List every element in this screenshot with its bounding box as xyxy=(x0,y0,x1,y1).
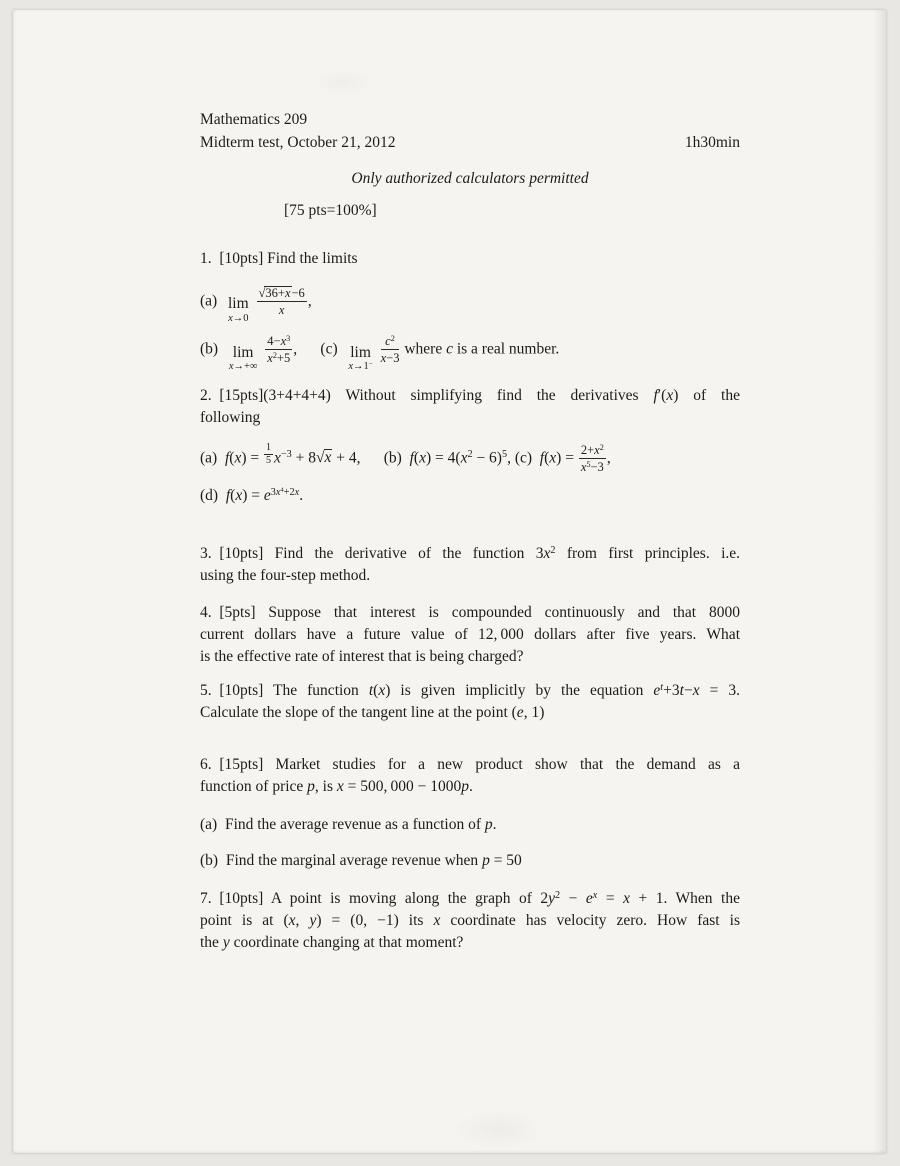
fraction-numerator xyxy=(579,443,606,459)
fraction-denominator xyxy=(257,302,307,317)
math-variable: x xyxy=(543,544,551,562)
text-run: coordinate changing at that moment? xyxy=(229,933,464,951)
text-run: = 50 xyxy=(489,851,522,869)
math-variable: f xyxy=(224,448,230,466)
text-run: coordinate has velocity zero. How fast is xyxy=(440,911,740,929)
text-run: (b) xyxy=(200,340,226,358)
question-6-line-2 xyxy=(200,776,740,798)
text-run: ( xyxy=(373,681,379,699)
question-1-parts-b-c xyxy=(200,334,740,372)
question-5-line-1 xyxy=(200,680,740,702)
text-run: = xyxy=(597,889,624,907)
text-run: − 6) xyxy=(472,448,502,466)
math-variable: x xyxy=(348,361,354,373)
math-variable: x xyxy=(380,351,387,366)
question-2-parts-a-b-c xyxy=(200,443,740,474)
math-variable: x xyxy=(288,911,296,929)
text-run: (b) Find the marginal average revenue when xyxy=(200,851,483,869)
exam-duration: 1h30min xyxy=(684,134,740,151)
math-variable: x xyxy=(549,448,557,466)
text-run: from first principles. i.e. xyxy=(555,544,741,562)
text-run: 5 xyxy=(501,448,508,460)
fraction-numerator xyxy=(381,334,400,350)
text-run: →+∞ xyxy=(233,361,258,373)
text-run: using the four-step method. xyxy=(200,566,371,584)
math-fraction xyxy=(381,334,400,365)
math-variable: x xyxy=(275,486,281,498)
limit-operator xyxy=(228,296,249,324)
text-run: − xyxy=(683,681,693,699)
text-run: −3 xyxy=(386,351,400,366)
question-7-line-2 xyxy=(200,910,740,932)
math-variable: p xyxy=(461,777,469,795)
text-run: the xyxy=(200,933,223,951)
limit-operator xyxy=(229,345,258,373)
math-variable: x xyxy=(273,448,281,466)
math-variable: t xyxy=(679,681,684,699)
question-1-title xyxy=(200,248,740,270)
limit-operator xyxy=(348,345,372,373)
math-variable: y xyxy=(548,889,556,907)
text-run: 6. [15pts] Market studies for a new product show that the demand as a xyxy=(200,755,740,773)
math-variable: x xyxy=(336,777,344,795)
math-variable: e xyxy=(653,681,661,699)
text-run: + 4, (b) xyxy=(332,448,410,466)
text-run: 4 xyxy=(280,486,284,494)
math-variable: t xyxy=(368,681,374,699)
question-4-line-1 xyxy=(200,602,740,624)
math-superscript xyxy=(391,334,395,343)
math-superscript xyxy=(286,334,290,343)
math-variable: y xyxy=(309,911,317,929)
math-variable: c xyxy=(385,334,391,349)
text-run: ′( xyxy=(657,386,667,404)
question-3-line-2 xyxy=(200,565,740,587)
text-run: →0 xyxy=(232,312,249,324)
text-run: 2+ xyxy=(580,442,595,457)
limit-word: lim xyxy=(227,295,249,313)
text-run xyxy=(252,292,256,309)
math-variable: f xyxy=(225,486,231,504)
math-variable: p xyxy=(307,777,315,795)
calculator-notice: Only authorized calculators permitted xyxy=(351,170,589,187)
radical-sign: √ xyxy=(316,448,325,466)
math-variable: x xyxy=(235,486,243,504)
text-run: 2 xyxy=(390,334,395,344)
text-run: point is at ( xyxy=(200,911,289,929)
question-5-line-2 xyxy=(200,702,740,724)
sqrt-radical xyxy=(316,449,332,466)
text-run: following xyxy=(200,408,261,426)
text-run: ) = (0, −1) its xyxy=(316,911,434,929)
sqrt-radical xyxy=(259,286,292,300)
text-run: −3 xyxy=(590,459,604,474)
math-variable: x xyxy=(284,286,291,300)
math-fraction xyxy=(257,286,307,317)
math-superscript xyxy=(600,443,604,452)
text-run: 2 xyxy=(555,889,561,901)
math-variable: y xyxy=(222,933,230,951)
math-superscript xyxy=(369,361,373,368)
text-run: . xyxy=(492,815,497,833)
scan-smudge xyxy=(313,70,373,95)
text-run: + 1. When the xyxy=(629,889,740,907)
text-run: ( xyxy=(229,448,235,466)
text-run xyxy=(376,341,380,358)
fraction-denominator xyxy=(264,455,273,467)
math-variable: x xyxy=(234,448,242,466)
fraction-numerator xyxy=(264,443,273,456)
exam-content xyxy=(200,108,740,954)
text-run: where xyxy=(400,340,447,358)
fraction-numerator xyxy=(265,334,292,350)
text-run: 7. [10pts] A point is moving along the graph of 2 xyxy=(200,889,549,907)
math-variable: x xyxy=(324,448,332,466)
text-run: 3. [10pts] Find the derivative of the function 3 xyxy=(200,544,544,562)
text-run: ) is given implicitly by the equation xyxy=(385,681,654,699)
math-variable: e xyxy=(263,486,271,504)
text-run: , xyxy=(295,911,310,929)
question-4-line-3 xyxy=(200,646,740,668)
math-variable: x xyxy=(594,442,600,457)
text-run: −6 xyxy=(291,286,305,300)
math-variable: p xyxy=(484,815,493,833)
text-run: +2 xyxy=(283,486,295,498)
points-total: [75 pts=100%] xyxy=(284,202,377,219)
text-run: ( xyxy=(230,486,236,504)
text-run: , 1) xyxy=(523,703,545,721)
math-superscript xyxy=(281,449,292,460)
question-7-line-1 xyxy=(200,888,740,910)
text-run: = 500, 000 − 1000 xyxy=(343,777,462,795)
question-6-part-b xyxy=(200,850,740,872)
math-variable: x xyxy=(460,448,468,466)
text-run: 3 xyxy=(270,486,276,498)
text-run: 2 xyxy=(550,544,556,556)
question-1-part-a xyxy=(200,286,740,324)
math-variable: p xyxy=(482,851,490,869)
math-variable: x xyxy=(228,361,234,373)
math-variable: x xyxy=(592,889,598,901)
radicand xyxy=(264,286,291,300)
course-title: Mathematics 209 xyxy=(200,111,308,128)
text-run: ) = xyxy=(242,486,264,504)
question-7-line-3 xyxy=(200,932,740,954)
fraction-denominator xyxy=(265,350,292,365)
text-run: function of price xyxy=(200,777,308,795)
text-run: 2 xyxy=(272,351,277,361)
text-run: 2 xyxy=(599,442,604,452)
text-run: (d) xyxy=(200,486,226,504)
text-run: ( xyxy=(544,448,550,466)
math-variable: x xyxy=(378,681,386,699)
limit-word: lim xyxy=(232,343,254,361)
fraction-numerator xyxy=(257,286,307,302)
math-fraction xyxy=(264,443,273,467)
text-run: − xyxy=(560,889,586,907)
text-run: , (c) xyxy=(293,340,346,358)
text-run: is a real number. xyxy=(452,340,560,358)
text-run: 2. [15pts](3+4+4+4) Without simplifying find the derivatives xyxy=(200,386,654,404)
text-run: +5 xyxy=(276,351,291,366)
text-run: , xyxy=(307,292,312,310)
limit-word: lim xyxy=(350,343,371,361)
text-run: 1. [10pts] Find the limits xyxy=(200,250,358,267)
math-variable: e xyxy=(585,889,593,907)
fraction-denominator xyxy=(579,459,606,474)
math-superscript xyxy=(271,487,299,498)
question-3-line-1 xyxy=(200,543,740,565)
question-2-line-1 xyxy=(200,385,740,407)
text-run: − xyxy=(368,360,373,368)
text-run: ) = 4( xyxy=(425,448,461,466)
text-run: ) of the xyxy=(673,386,740,404)
text-run: 5. [10pts] The function xyxy=(200,681,369,699)
scanned-page xyxy=(13,10,886,1153)
exam-subtitle: Midterm test, October 21, 2012 xyxy=(200,134,396,151)
question-6-part-a xyxy=(200,814,740,836)
math-variable: x xyxy=(267,351,273,366)
text-run: ) = xyxy=(241,448,263,466)
question-2-part-d xyxy=(200,481,740,511)
limit-subscript xyxy=(228,314,249,325)
text-run: 36+ xyxy=(265,286,285,300)
text-run: 5 xyxy=(265,455,271,467)
text-run: 3 xyxy=(286,334,291,344)
math-variable: x xyxy=(278,303,285,318)
text-run: is the effective rate of interest that is being charged? xyxy=(200,647,524,665)
text-run: Calculate the slope of the tangent line at the point ( xyxy=(200,703,517,721)
math-variable: x xyxy=(623,889,630,907)
text-run xyxy=(260,341,264,358)
math-variable: f xyxy=(653,386,658,404)
math-variable: x xyxy=(666,386,674,404)
fraction-denominator xyxy=(381,350,400,365)
text-run: 4− xyxy=(267,334,281,349)
text-run: ) = xyxy=(556,448,578,466)
text-run: (a) xyxy=(200,292,225,310)
question-4-line-2 xyxy=(200,624,740,646)
math-fraction xyxy=(265,334,292,365)
text-run: , xyxy=(606,448,611,466)
paper-edge-shadow xyxy=(872,10,886,1153)
math-variable: x xyxy=(228,312,233,324)
text-run: +3 xyxy=(663,681,680,699)
math-variable: x xyxy=(433,911,441,929)
math-variable: x xyxy=(280,334,287,349)
text-run: 2 xyxy=(467,448,473,460)
text-run: (a) Find the average revenue as a function of xyxy=(200,815,485,833)
text-run: , is xyxy=(314,777,337,795)
math-variable: t xyxy=(660,681,664,693)
math-variable: x xyxy=(580,459,587,474)
limit-subscript xyxy=(229,362,258,373)
text-run: = 3. xyxy=(699,681,740,699)
scan-smudge xyxy=(453,1110,543,1150)
text-run: current dollars have a future value of 12, 000 dollars after five years. What xyxy=(200,625,740,643)
text-run: . xyxy=(469,777,473,795)
text-run: , (c) xyxy=(507,448,540,466)
text-run: (a) xyxy=(200,448,225,466)
limit-subscript xyxy=(348,362,372,373)
math-variable: e xyxy=(516,703,524,721)
math-variable: x xyxy=(294,486,300,498)
math-variable: x xyxy=(419,448,426,466)
math-variable: c xyxy=(446,340,453,358)
radical-sign: √ xyxy=(258,286,266,300)
header-row xyxy=(200,131,740,154)
text-run: + 8 xyxy=(291,448,316,466)
math-variable: f xyxy=(409,448,414,466)
text-run: . xyxy=(299,486,304,504)
question-2-line-2 xyxy=(200,407,740,429)
text-run: 4. [5pts] Suppose that interest is compounded continuously and that 8000 xyxy=(200,603,740,621)
question-6-line-1 xyxy=(200,754,740,776)
text-run: →1 xyxy=(353,361,369,373)
math-variable: x xyxy=(692,681,700,699)
math-variable: f xyxy=(539,448,545,466)
text-run: 5 xyxy=(586,459,591,469)
text-run: −3 xyxy=(280,448,292,460)
text-run: ( xyxy=(413,448,420,466)
text-run: 1 xyxy=(265,441,271,453)
math-fraction xyxy=(579,443,606,474)
